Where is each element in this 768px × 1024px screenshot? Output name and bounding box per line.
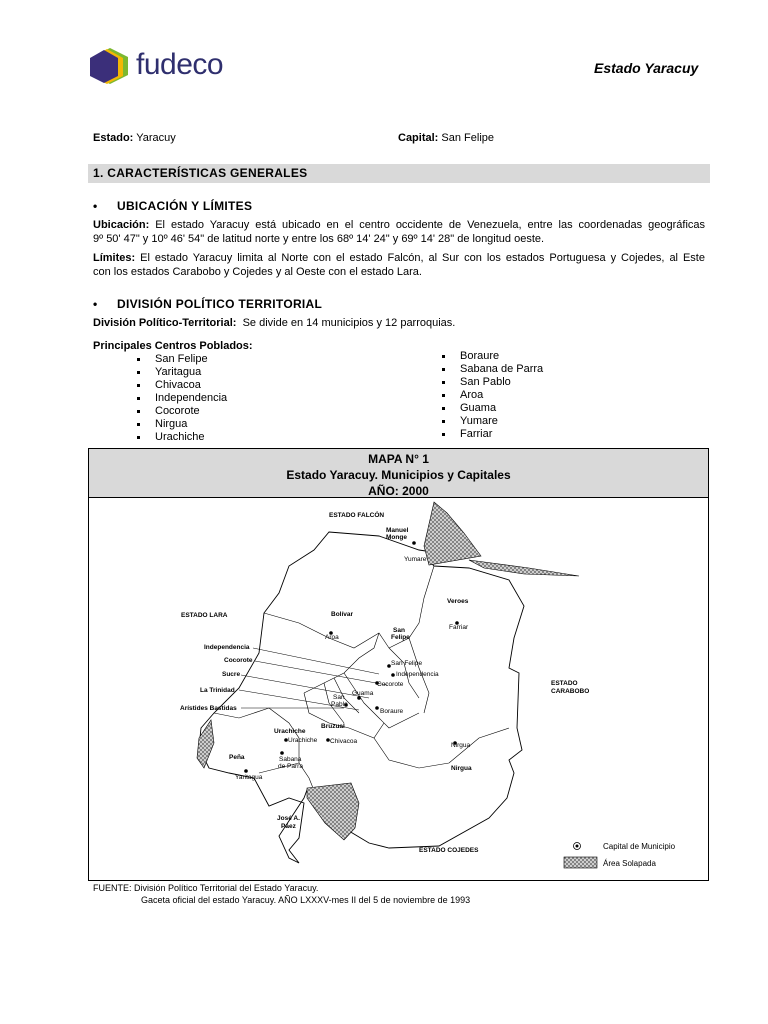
- limites-text-2: con los estados Carabobo y Cojedes y al Oeste con el estado Lara.: [93, 266, 422, 278]
- label-manuel-monge-2: Monge: [386, 534, 407, 541]
- label-sucre: Sucre: [222, 671, 241, 678]
- limites-label: Límites:: [93, 252, 136, 264]
- label-jose-paez-2: Páez: [281, 823, 296, 830]
- label-estado-lara: ESTADO LARA: [181, 612, 228, 619]
- label-chivacoa: Chivacoa: [330, 738, 358, 745]
- division-line: [93, 317, 455, 329]
- map-drawing: [89, 498, 708, 880]
- label-independencia: Independencia: [204, 644, 250, 651]
- division-heading-text: DIVISIÓN POLÍTICO TERRITORIAL: [117, 297, 323, 311]
- estado-line: [93, 132, 176, 144]
- centros-label: Principales Centros Poblados:: [93, 340, 253, 352]
- centros-list-2: [438, 350, 543, 441]
- section-title: 1. CARACTERÍSTICAS GENERALES: [88, 164, 710, 183]
- list-item: Independencia: [133, 392, 227, 405]
- estado-value: Yaracuy: [136, 132, 176, 144]
- capital-dot-yaritagua: [244, 769, 248, 773]
- label-urachiche: Urachiche: [274, 728, 306, 735]
- capital-dot-boraure: [375, 706, 379, 710]
- label-manuel-monge-1: Manuel: [386, 527, 409, 534]
- map-header: [89, 449, 708, 498]
- list-item: Cocorote: [133, 405, 227, 418]
- label-san-felipe-mun-1: San: [393, 627, 405, 634]
- ubicacion-text-2: 9º 50' 47" y 10º 46' 54" de latitud norte y entre los 68º 14' 24" y 69º 14' 28" de longitud oeste.: [93, 233, 545, 245]
- label-boraure: Boraure: [380, 708, 404, 715]
- label-sabana-2: de Parra: [278, 763, 303, 770]
- list-item: San Felipe: [133, 353, 227, 366]
- label-san-felipe-mun-2: Felipe: [391, 634, 410, 641]
- label-yumare: Yumare: [404, 556, 427, 563]
- capital-line: [398, 132, 494, 144]
- label-aroa: Aroa: [325, 634, 339, 641]
- ubicacion-text-1: El estado Yaracuy está ubicado en el centro occidente de Venezuela, entre las coordenadas geográficas: [155, 219, 706, 231]
- limites-paragraph: [93, 251, 705, 279]
- logo-text: fudeco: [136, 48, 224, 81]
- label-san-pablo-1: San: [333, 694, 345, 701]
- label-pena: Peña: [229, 754, 245, 761]
- list-item: Nirgua: [133, 418, 227, 431]
- capital-value: San Felipe: [441, 132, 494, 144]
- capital-dot-yumare: [412, 541, 416, 545]
- list-item: San Pablo: [438, 376, 543, 389]
- label-la-trinidad: La Trinidad: [200, 687, 235, 694]
- ubicacion-label: Ubicación:: [93, 219, 150, 231]
- fudeco-logo: [88, 46, 132, 91]
- map-figure: [88, 448, 709, 881]
- division-heading: • DIVISIÓN POLÍTICO TERRITORIAL: [93, 297, 323, 311]
- list-item: Sabana de Parra: [438, 363, 543, 376]
- label-independencia-cap: Independencia: [396, 671, 439, 678]
- label-veroes: Veroes: [447, 598, 469, 605]
- label-urachiche-cap: Urachiche: [288, 737, 318, 744]
- label-farriar: Farriar: [449, 624, 469, 631]
- ubicacion-heading: • UBICACIÓN Y LÍMITES: [93, 199, 253, 213]
- source-line-2: Gaceta oficial del estado Yaracuy. AÑO LXXXV-mes II del 5 de noviembre de 1993: [141, 895, 471, 905]
- list-item: Urachiche: [133, 431, 227, 444]
- label-estado-carabobo-1: ESTADO: [551, 680, 578, 687]
- label-guama: Guama: [352, 690, 374, 697]
- capital-label: Capital:: [398, 132, 439, 144]
- label-jose-paez-1: José A.: [277, 815, 300, 822]
- list-item: Yumare: [438, 415, 543, 428]
- list-item: Chivacoa: [133, 379, 227, 392]
- list-item: Farriar: [438, 428, 543, 441]
- label-sabana-1: Sabana: [279, 756, 302, 763]
- label-estado-cojedes: ESTADO COJEDES: [419, 847, 479, 854]
- label-cocorote: Cocorote: [224, 657, 253, 664]
- logo-hexagon-icon: [88, 46, 132, 86]
- map-title-1: MAPA N° 1: [368, 452, 429, 466]
- division-text: Se divide en 14 municipios y 12 parroquias.: [242, 317, 456, 329]
- label-estado: ESTADO FALCÓN: [329, 512, 385, 519]
- limites-text-1: El estado Yaracuy limita al Norte con el estado Falcón, al Sur con los estados Portuguesa y Cojedes, al Este: [140, 252, 705, 264]
- capital-dot-sabana-de-parra: [280, 751, 284, 755]
- map-title-3: AÑO: 2000: [368, 484, 429, 498]
- centros-list-1: [133, 353, 227, 444]
- label-yaritagua: Yaritagua: [235, 774, 263, 781]
- label-cocorote-cap: Cocorote: [377, 681, 404, 688]
- label-nirgua-cap: Nirgua: [451, 742, 471, 749]
- ubicacion-paragraph: [93, 218, 705, 246]
- list-item: Aroa: [438, 389, 543, 402]
- list-item: Boraure: [438, 350, 543, 363]
- overlap-area-south: [307, 783, 359, 840]
- list-item: Guama: [438, 402, 543, 415]
- state-outline: [199, 532, 524, 863]
- label-san-pablo-2: Pablo: [331, 701, 348, 708]
- capital-dot-independencia: [391, 673, 395, 677]
- state-title: Estado Yaracuy: [594, 60, 699, 76]
- source-line-1: FUENTE: División Político Territorial del Estado Yaracuy.: [93, 883, 319, 893]
- estado-label: Estado:: [93, 132, 134, 144]
- label-bolivar: Bolívar: [331, 611, 354, 618]
- legend-area-icon: [564, 857, 597, 868]
- legend-area-label: Área Solapada: [603, 859, 656, 868]
- map-legend: [564, 842, 676, 868]
- overlap-area-north: [424, 502, 481, 565]
- label-aristides-bastidas: Arístides Bastidas: [180, 705, 237, 712]
- list-item: Yaritagua: [133, 366, 227, 379]
- label-estado-carabobo-2: CARABOBO: [551, 688, 590, 695]
- ubicacion-heading-text: UBICACIÓN Y LÍMITES: [117, 199, 253, 213]
- legend-capital-label: Capital de Municipio: [603, 842, 676, 851]
- division-label: División Político-Territorial:: [93, 317, 237, 329]
- map-title-2: Estado Yaracuy. Municipios y Capitales: [286, 468, 511, 482]
- label-san-felipe-cap: San Felipe: [391, 660, 423, 667]
- label-bruzual: Bruzual: [321, 723, 345, 730]
- label-nirgua-mun: Nirgua: [451, 765, 472, 772]
